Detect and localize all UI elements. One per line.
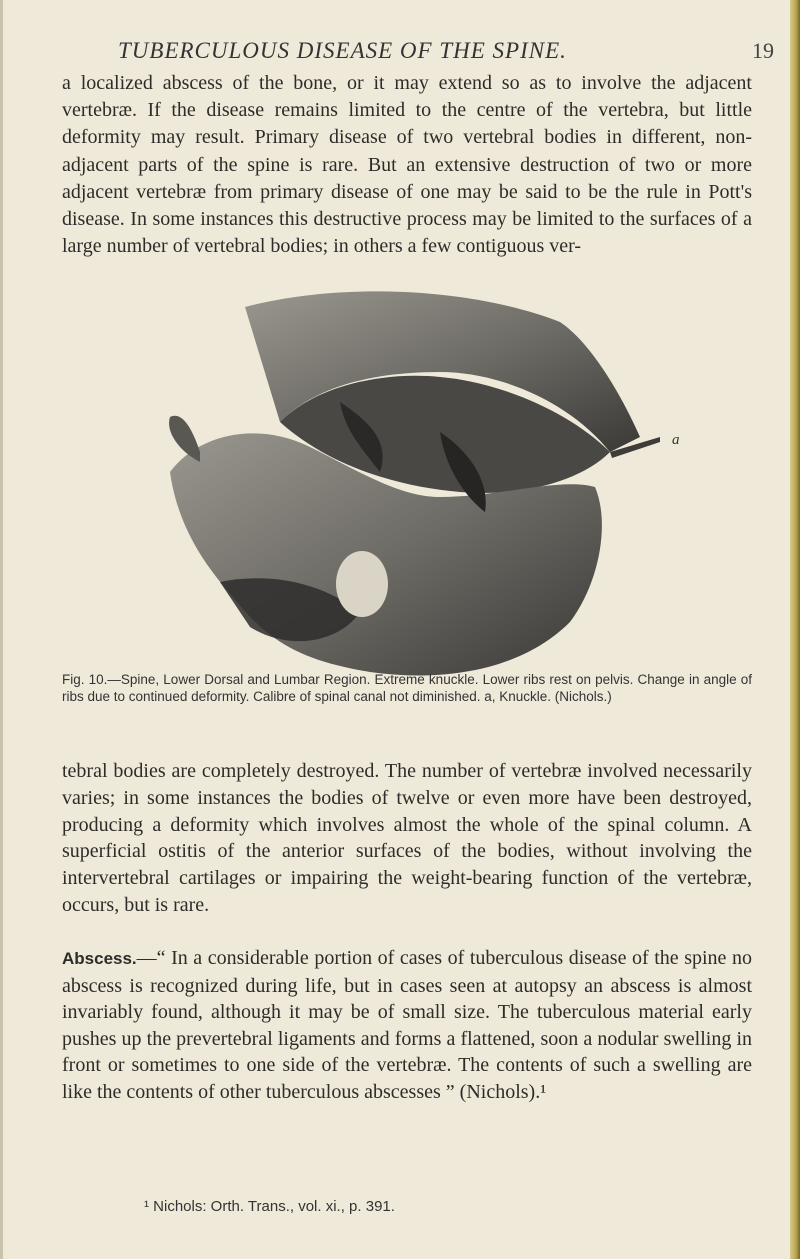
rib-tip-left (169, 416, 200, 462)
running-title: TUBERCULOUS DISEASE OF THE SPINE. (118, 38, 567, 63)
footnote: ¹ Nichols: Orth. Trans., vol. xi., p. 391. (144, 1198, 395, 1215)
spine-specimen-figure (140, 282, 680, 692)
body-paragraph-1: a localized abscess of the bone, or it may extend so as to involve the adjacent vertebræ. If the disease remains limited to the centre of the vertebra, but little deformity may result. Primary disease of two vertebral bodies in different, non-adjacent parts of the spine is rare. But an extensive destruction of two or more adjacent vertebræ from primary disease of one may be said to be the rule in Pott's disease. In some instances this destructive process may be limited to the surfaces of a large number of vertebral bodies; in others a few contiguous ver- (62, 72, 752, 258)
obturator-foramen (336, 551, 388, 617)
running-head (0, 38, 800, 68)
page-number: 19 (752, 38, 774, 63)
abscess-paragraph (62, 945, 752, 1106)
page-right-edge (790, 0, 800, 1259)
figure-marker-a: a (672, 432, 680, 448)
body-paragraph-2: tebral bodies are completely destroyed. The number of vertebræ involved necessarily varies; in some instances the bodies of twelve or even more have been destroyed, producing a deformity which involves almost the whole of the spinal column. A superficial ostitis of the anterior surfaces of the bodies, without involving the intervertebral cartilages or impairing the weight-bearing function of the vertebræ, occurs, but is rare. (62, 760, 752, 916)
abscess-text: —“ In a considerable portion of cases of tuberculous disease of the spine no abscess is recognized during life, but in cases seen at autopsy an abscess is almost invariably found, although it may be of small size. The tuberculous material early pushes up the prevertebral ligaments and forms a flattened, soon a nodular swelling in front or sometimes to one side of the vertebræ. The contents of such a swelling are like the contents of other tuberculous abscesses ” (Nichols).¹ (62, 947, 752, 1103)
figure-caption: Fig. 10.—Spine, Lower Dorsal and Lumbar Region. Extreme knuckle. Lower ribs rest on pelvis. Change in angle of ribs due to continued deformity. Calibre of spinal canal not diminished. a, Knuckle. (Nichols.) (62, 672, 752, 704)
page-left-edge (0, 0, 3, 1259)
abscess-heading: Abscess. (62, 949, 137, 968)
spine-specimen-illustration (140, 282, 680, 692)
